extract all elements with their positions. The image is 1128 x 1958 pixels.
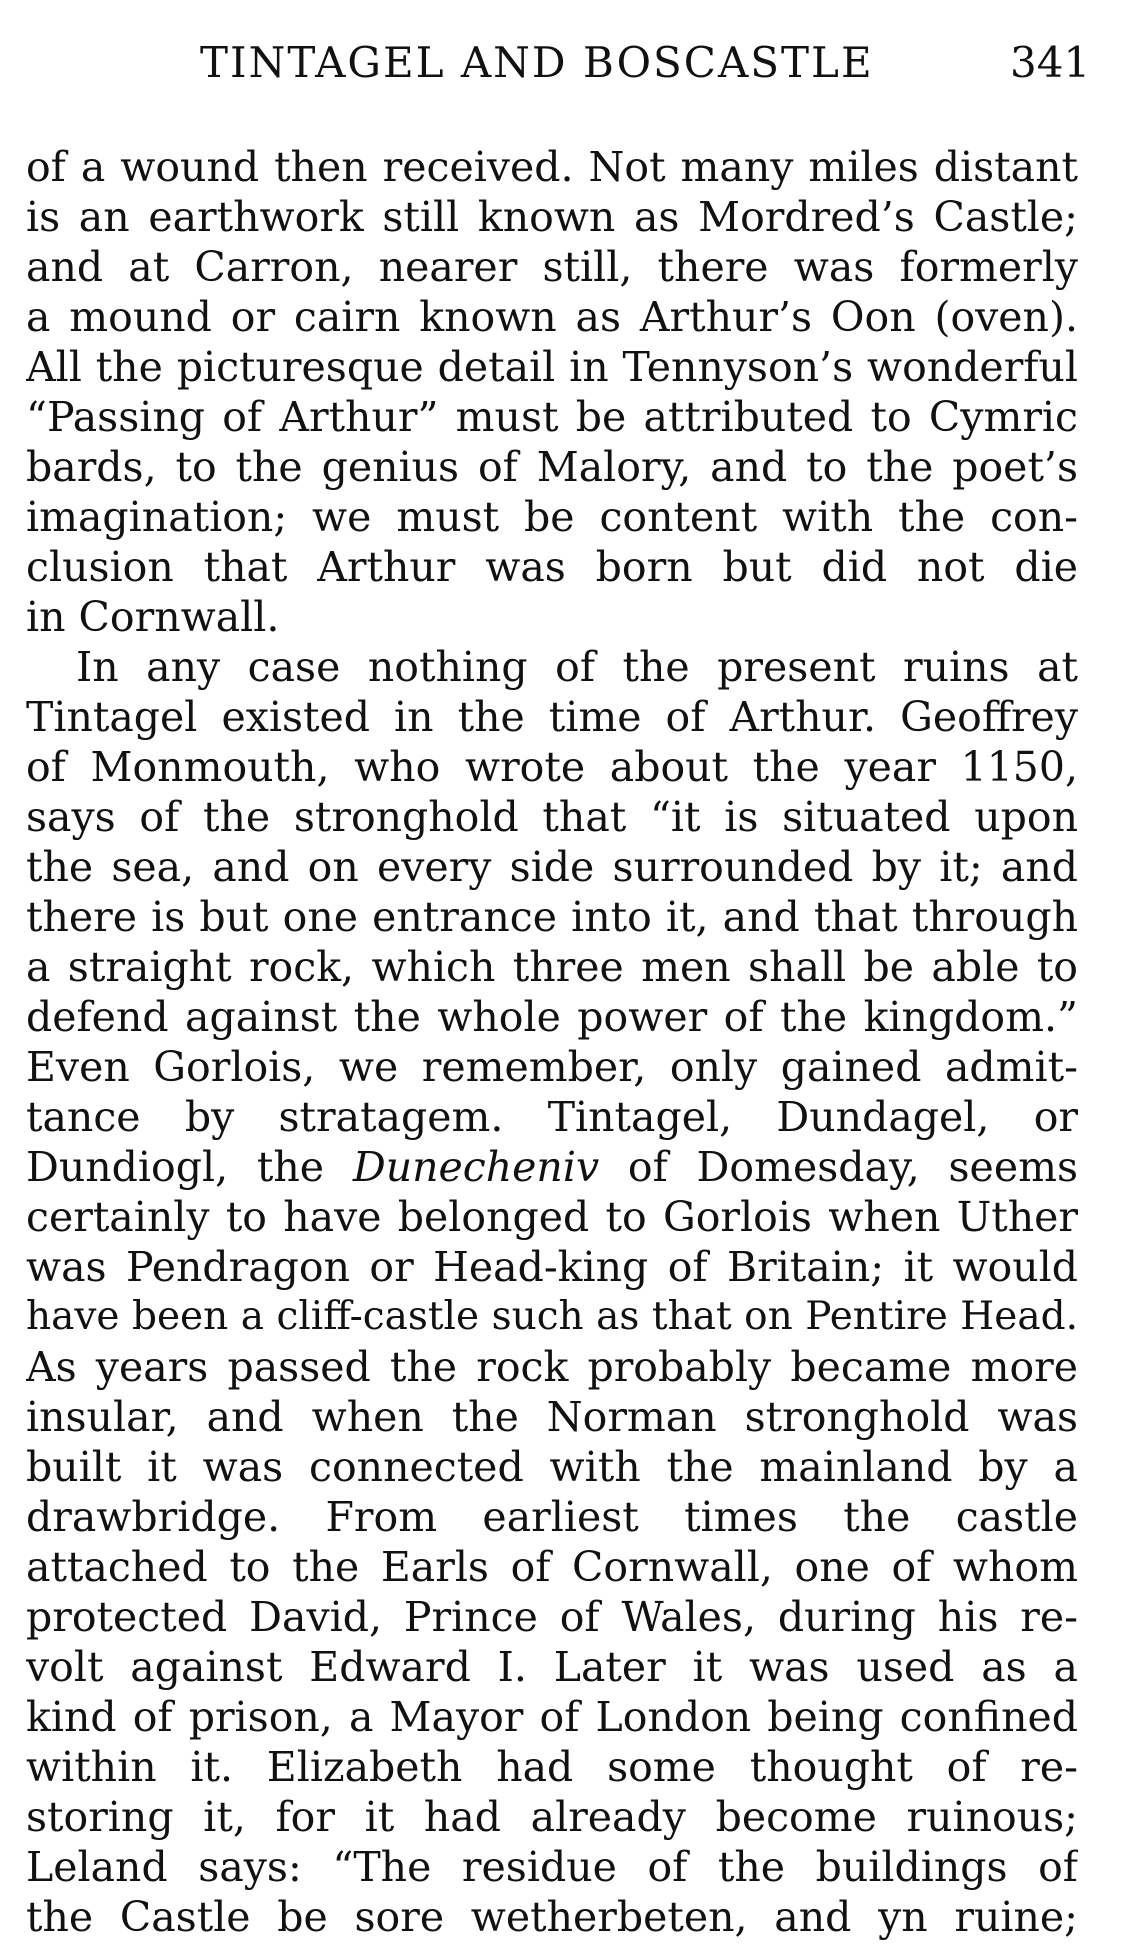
italic-term: Dunecheniv: [352, 1143, 600, 1191]
text-line: the Castle be sore wetherbeten, and yn ruine;: [26, 1893, 1078, 1941]
text-segment: of Domesday, seems: [627, 1143, 1078, 1191]
paragraph-first-line: In any case nothing of the present ruins at: [76, 643, 1078, 691]
text-line: a straight rock, which three men shall be able to: [26, 943, 1078, 991]
text-line: drawbridge. From earliest times the castle: [26, 1493, 1078, 1541]
text-line: imagination; we must be content with the con-: [26, 493, 1078, 541]
running-head: [0, 38, 1128, 98]
body-text: [26, 142, 1078, 1942]
text-line: Even Gorlois, we remember, only gained admit-: [26, 1043, 1078, 1091]
text-line: built it was connected with the mainland by a: [26, 1443, 1078, 1491]
text-line: Tintagel existed in the time of Arthur. Geoffrey: [26, 693, 1078, 741]
text-line-with-italic: [26, 1142, 1078, 1192]
text-line: certainly to have belonged to Gorlois when Uther: [26, 1193, 1078, 1241]
text-line: “Passing of Arthur” must be attributed to Cymric: [26, 393, 1078, 441]
text-line: was Pendragon or Head-king of Britain; it would: [26, 1243, 1078, 1291]
text-line: and at Carron, nearer still, there was formerly: [26, 243, 1078, 291]
text-line: in Cornwall.: [26, 593, 280, 641]
text-line: says of the stronghold that “it is situated upon: [26, 793, 1078, 841]
text-line: within it. Elizabeth had some thought of re-: [26, 1743, 1078, 1791]
text-line: is an earthwork still known as Mordred’s Castle;: [26, 193, 1078, 241]
text-line: there is but one entrance into it, and that through: [26, 893, 1078, 941]
text-line: All the picturesque detail in Tennyson’s wonderful: [26, 343, 1078, 391]
text-line: of Monmouth, who wrote about the year 1150,: [26, 743, 1078, 791]
text-line: storing it, for it had already become ruinous;: [26, 1793, 1078, 1841]
text-line: of a wound then received. Not many miles distant: [26, 143, 1078, 191]
text-line: As years passed the rock probably became more: [26, 1343, 1078, 1391]
text-line: attached to the Earls of Cornwall, one of whom: [26, 1543, 1078, 1591]
text-line: clusion that Arthur was born but did not die: [26, 543, 1078, 591]
text-line: volt against Edward I. Later it was used as a: [26, 1643, 1078, 1691]
text-line: tance by stratagem. Tintagel, Dundagel, or: [26, 1093, 1078, 1141]
text-segment: Dundiogl, the: [26, 1143, 325, 1191]
text-line: kind of prison, a Mayor of London being confined: [26, 1693, 1078, 1741]
running-title: TINTAGEL AND BOSCASTLE: [200, 38, 874, 87]
text-line: insular, and when the Norman stronghold was: [26, 1393, 1078, 1441]
text-line: the sea, and on every side surrounded by it; and: [26, 843, 1078, 891]
text-line: protected David, Prince of Wales, during his re-: [26, 1593, 1078, 1641]
text-line: bards, to the genius of Malory, and to the poet’s: [26, 443, 1078, 491]
text-line: Leland says: “The residue of the buildings of: [26, 1843, 1078, 1891]
text-line: a mound or cairn known as Arthur’s Oon (oven).: [26, 293, 1078, 341]
text-line: have been a cliff-castle such as that on Pentire Head.: [26, 1294, 1078, 1339]
page-number: 341: [1010, 38, 1091, 87]
text-line: defend against the whole power of the kingdom.”: [26, 993, 1078, 1041]
